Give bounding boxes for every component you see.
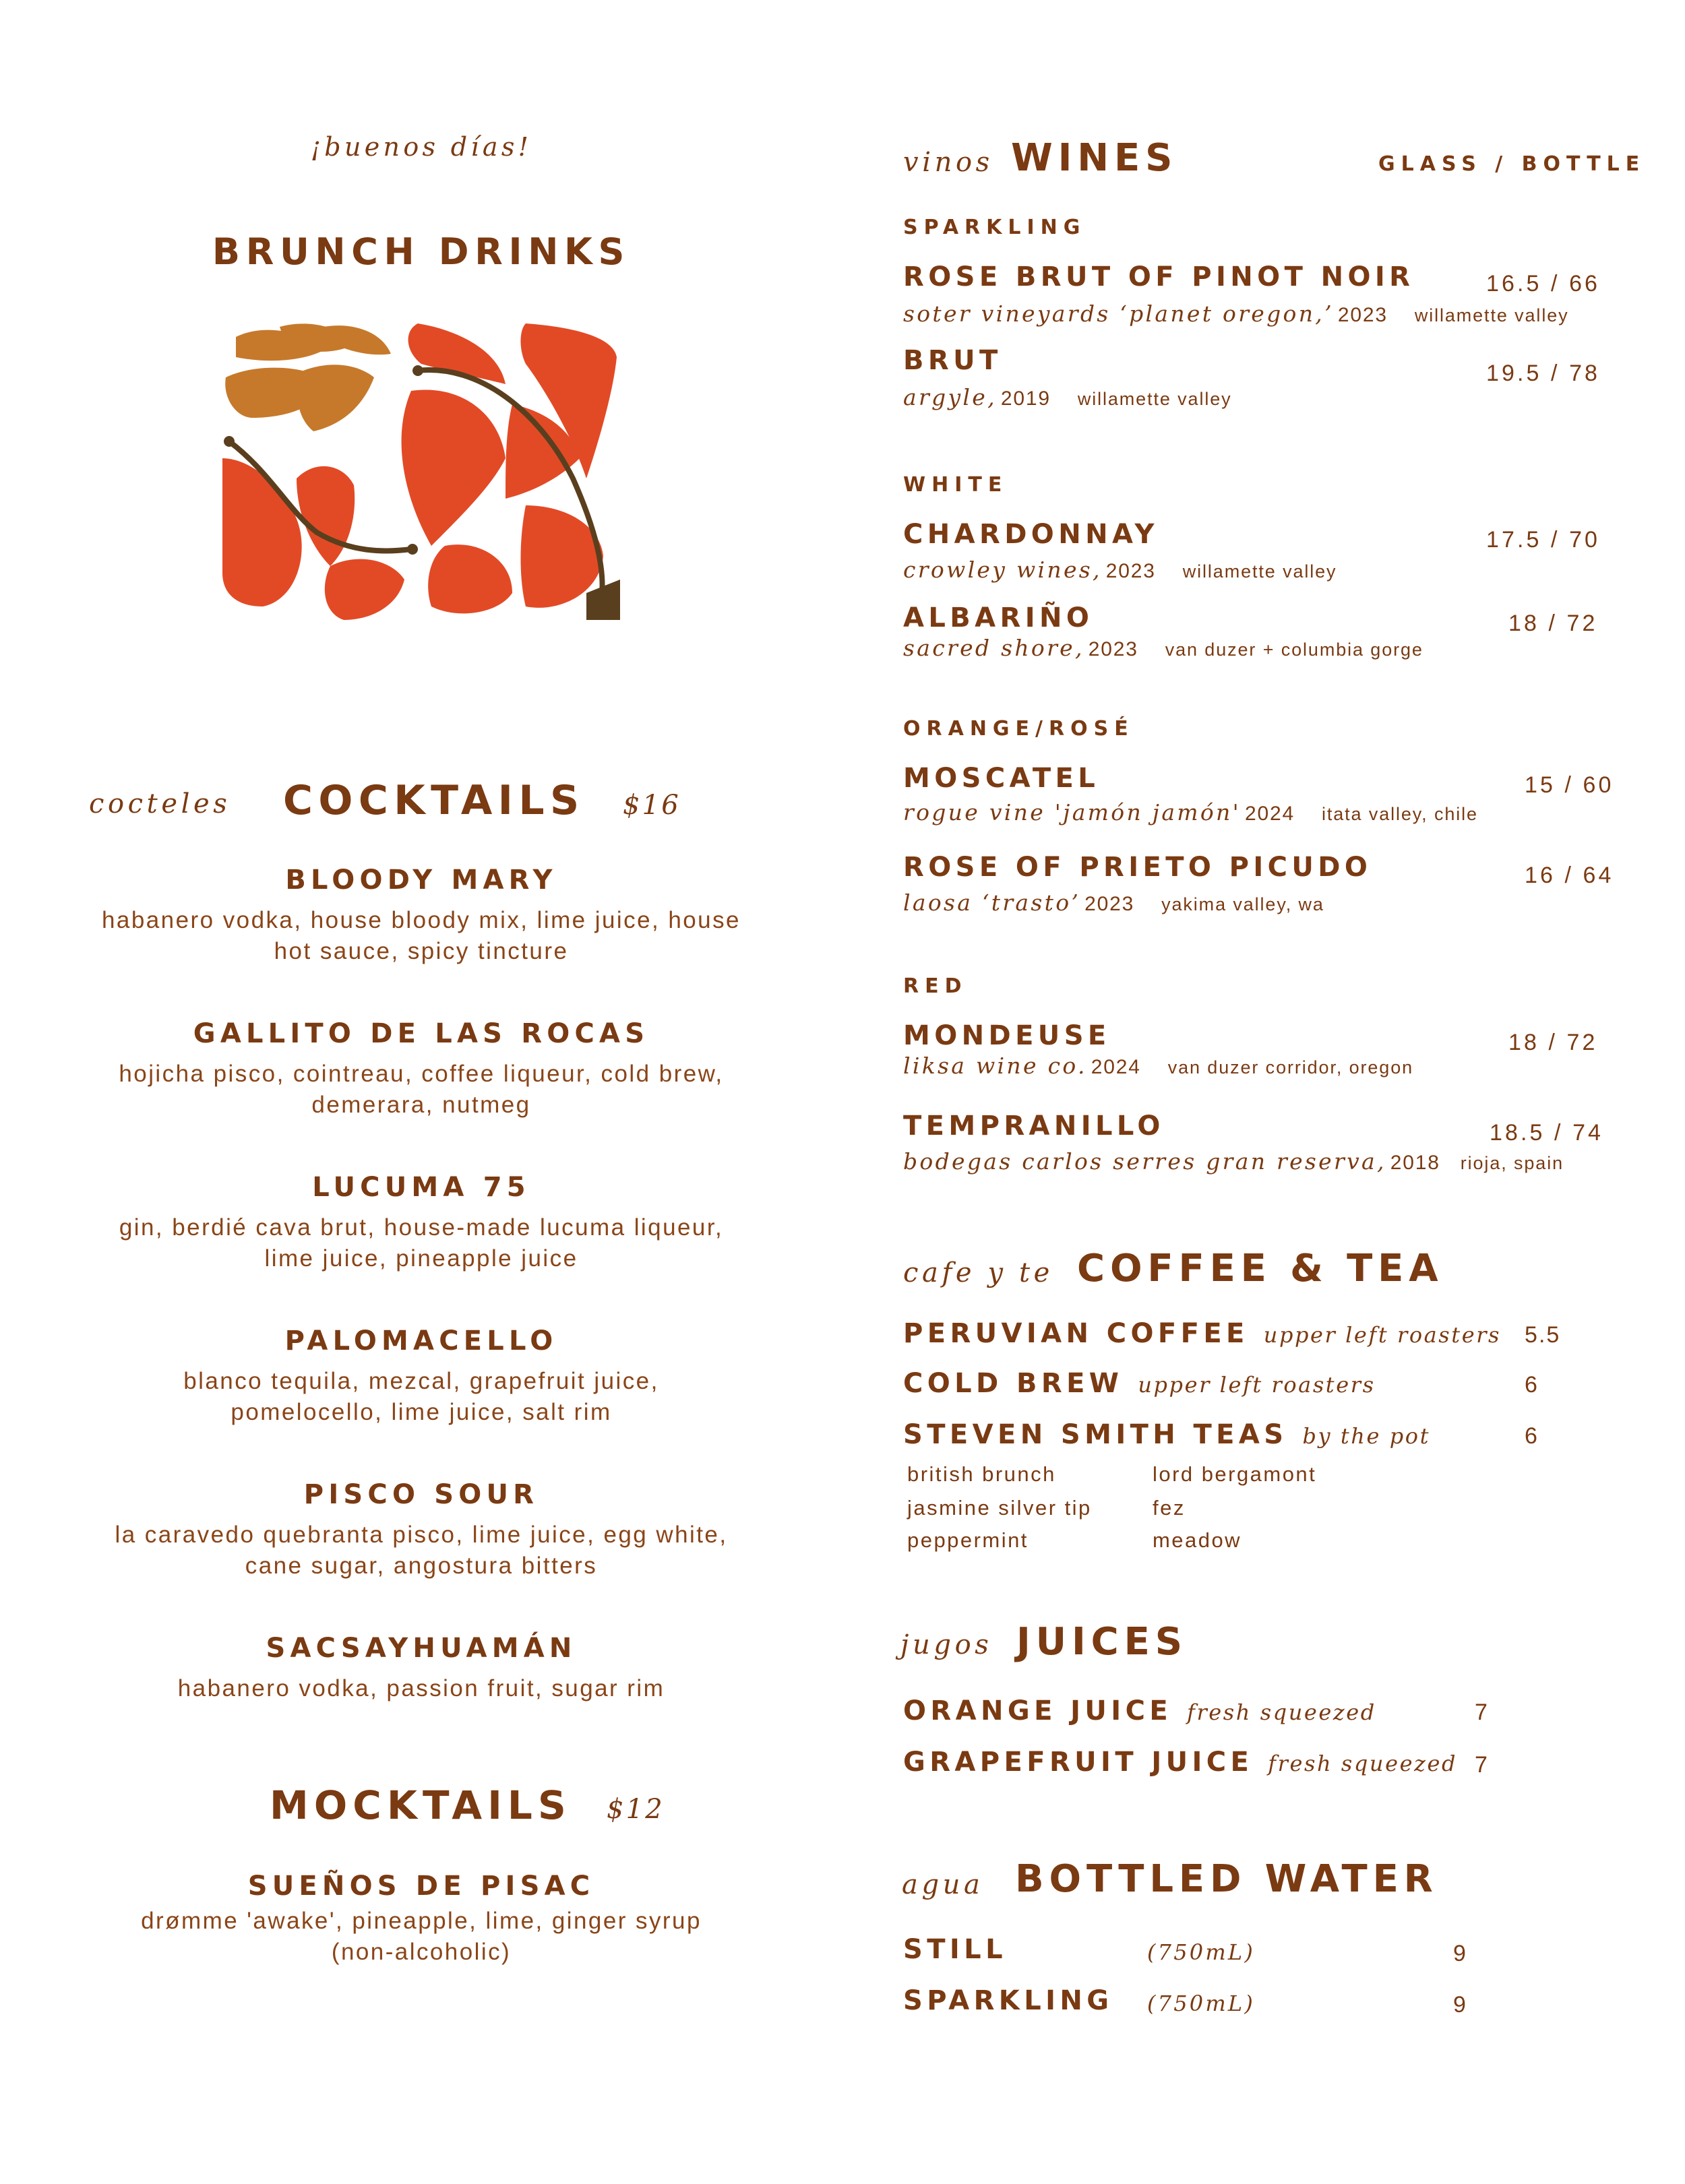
coffee-name: COLD BREW <box>903 1368 1124 1399</box>
cocktail-desc-line: blanco tequila, mezcal, grapefruit juice, <box>183 1368 659 1394</box>
wine-region: van duzer + columbia gorge <box>1165 639 1423 660</box>
wine-name: MOSCATEL <box>903 763 1100 794</box>
water-price: 9 <box>1453 1941 1467 1966</box>
mocktail-item <box>40 1871 802 1968</box>
cocktail-desc-line: hojicha pisco, cointreau, coffee liqueur, cold brew, <box>119 1061 724 1087</box>
wine-category-orange-rose: ORANGE/ROSÉ <box>903 717 1134 741</box>
wine-producer: argyle, <box>903 384 997 410</box>
coffee-price: 6 <box>1525 1423 1539 1449</box>
juice-note: fresh squeezed <box>1268 1751 1458 1776</box>
cocktail-desc-line: habanero vodka, house bloody mix, lime juice, house <box>102 907 741 933</box>
wine-region: itata valley, chile <box>1321 804 1478 824</box>
wine-name: ROSE BRUT OF PINOT NOIR <box>903 261 1415 292</box>
cocktail-desc-line: demerara, nutmeg <box>311 1092 531 1118</box>
water-price: 9 <box>1453 1992 1467 2018</box>
wine-price: 17.5 / 70 <box>1486 527 1601 553</box>
wine-category-sparkling: SPARKLING <box>903 216 1086 239</box>
wine-year: 2024 <box>1091 1056 1141 1078</box>
wine-details <box>903 890 1324 916</box>
wine-category-white: WHITE <box>903 473 1008 497</box>
wine-details <box>903 635 1423 661</box>
cocktail-item <box>40 1172 802 1274</box>
wine-producer: rogue vine 'jamón jamón' <box>903 799 1241 825</box>
juices-heading: JUICES <box>1016 1620 1188 1664</box>
juices-script-label: jugos <box>900 1629 993 1660</box>
water-size: (750mL) <box>1147 1991 1256 2016</box>
coffee-name: STEVEN SMITH TEAS <box>903 1419 1288 1450</box>
cocktails-price: $16 <box>623 790 681 821</box>
cocktail-item <box>40 1325 802 1428</box>
mocktail-desc-line: (non-alcoholic) <box>331 1939 512 1965</box>
water-item <box>903 1985 1113 2016</box>
water-name: SPARKLING <box>903 1985 1113 2016</box>
wine-producer: crowley wines, <box>903 557 1102 583</box>
coffee-note: by the pot <box>1302 1423 1430 1449</box>
wine-region: yakima valley, wa <box>1161 894 1324 914</box>
coffee-item <box>903 1368 1376 1399</box>
wine-details <box>903 557 1337 583</box>
coffee-script-label: cafe y te <box>903 1257 1053 1288</box>
coffee-name: PERUVIAN COFFEE <box>903 1318 1249 1349</box>
wine-year: 2023 <box>1337 304 1388 326</box>
wine-producer: sacred shore, <box>903 635 1084 661</box>
juice-item <box>903 1747 1457 1778</box>
wine-details <box>903 301 1569 327</box>
wine-details <box>903 1053 1413 1079</box>
coffee-price: 6 <box>1525 1372 1539 1398</box>
wine-year: 2023 <box>1105 560 1156 582</box>
flower-illustration <box>222 323 620 620</box>
tea-option: fez <box>1153 1496 1186 1520</box>
wine-name: ALBARIÑO <box>903 602 1094 633</box>
coffee-price: 5.5 <box>1525 1322 1561 1348</box>
juice-price: 7 <box>1475 1752 1489 1778</box>
juice-name: GRAPEFRUIT JUICE <box>903 1747 1254 1778</box>
water-item <box>903 1934 1007 1965</box>
cocktail-item <box>40 1479 802 1582</box>
wine-region: rioja, spain <box>1460 1153 1564 1173</box>
mocktail-desc-line: drømme 'awake', pineapple, lime, ginger syrup <box>141 1908 702 1934</box>
wine-region: van duzer corridor, oregon <box>1167 1057 1414 1078</box>
juice-name: ORANGE JUICE <box>903 1695 1173 1726</box>
cocktail-desc-line: cane sugar, angostura bitters <box>245 1553 598 1579</box>
cocktails-heading: COCKTAILS <box>283 777 585 824</box>
wine-details <box>903 799 1478 825</box>
mocktail-name: SUEÑOS DE PISAC <box>247 1871 595 1902</box>
water-heading: BOTTLED WATER <box>1015 1857 1438 1901</box>
cocktail-desc-line: pomelocello, lime juice, salt rim <box>231 1399 612 1425</box>
water-name: STILL <box>903 1934 1007 1965</box>
juice-price: 7 <box>1475 1699 1489 1725</box>
cocktail-item <box>40 865 802 967</box>
menu-title: BRUNCH DRINKS <box>212 230 631 273</box>
wines-script-label: vinos <box>903 147 993 178</box>
wine-category-red: RED <box>903 974 968 998</box>
tea-option: lord bergamont <box>1153 1462 1317 1486</box>
wine-producer: liksa wine co. <box>903 1053 1087 1079</box>
coffee-note: upper left roasters <box>1138 1372 1376 1398</box>
cocktail-item <box>40 1633 802 1704</box>
cocktail-desc-line: lime juice, pineapple juice <box>264 1245 578 1272</box>
coffee-item <box>903 1419 1430 1450</box>
cocktail-desc-line: gin, berdié cava brut, house-made lucuma liqueur, <box>119 1214 724 1241</box>
wine-price: 18 / 72 <box>1508 1030 1598 1055</box>
greeting: ¡buenos días! <box>310 132 532 162</box>
wine-price: 15 / 60 <box>1525 772 1614 798</box>
cocktail-name: GALLITO DE LAS ROCAS <box>193 1018 650 1049</box>
wine-region: willamette valley <box>1182 561 1337 582</box>
cocktail-name: PALOMACELLO <box>284 1325 558 1356</box>
wine-details <box>903 384 1232 410</box>
wine-year: 2023 <box>1084 893 1135 915</box>
juice-item <box>903 1695 1376 1726</box>
wine-producer: soter vineyards ‘planet oregon,’ <box>903 301 1334 327</box>
cocktail-name: LUCUMA 75 <box>312 1172 530 1203</box>
cocktail-desc-line: hot sauce, spicy tincture <box>274 938 569 964</box>
wine-year: 2023 <box>1088 638 1138 660</box>
cocktail-name: SACSAYHUAMÁN <box>266 1633 577 1664</box>
wine-year: 2024 <box>1244 803 1295 825</box>
wine-region: willamette valley <box>1414 305 1569 325</box>
cocktail-name: PISCO SOUR <box>303 1479 539 1510</box>
wine-producer: laosa ‘trasto’ <box>903 890 1081 916</box>
coffee-heading: COFFEE & TEA <box>1077 1247 1444 1290</box>
mocktails-heading: MOCKTAILS <box>270 1782 572 1828</box>
juice-note: fresh squeezed <box>1187 1699 1376 1725</box>
tea-option: peppermint <box>907 1528 1029 1552</box>
tea-option: british brunch <box>907 1462 1056 1486</box>
wine-year: 2019 <box>1000 387 1051 410</box>
tea-option: meadow <box>1153 1528 1242 1552</box>
wine-price: 18 / 72 <box>1508 611 1598 636</box>
cocktails-script-label: cocteles <box>89 788 231 819</box>
tea-option: jasmine silver tip <box>907 1496 1092 1520</box>
water-script-label: agua <box>902 1869 984 1900</box>
wine-name: BRUT <box>903 345 1002 376</box>
wine-price: 19.5 / 78 <box>1486 361 1601 386</box>
wine-name: CHARDONNAY <box>903 519 1159 550</box>
water-size: (750mL) <box>1147 1939 1256 1965</box>
wine-price: 18.5 / 74 <box>1490 1120 1604 1146</box>
cocktail-name: BLOODY MARY <box>285 865 557 896</box>
glass-bottle-header: GLASS / BOTTLE <box>1378 152 1646 176</box>
wine-price: 16 / 64 <box>1525 863 1614 888</box>
coffee-note: upper left roasters <box>1263 1322 1502 1348</box>
wine-details <box>903 1148 1564 1175</box>
wine-year: 2018 <box>1390 1152 1440 1174</box>
wines-heading: WINES <box>1011 136 1178 180</box>
cocktail-item <box>40 1018 802 1121</box>
cocktail-desc-line: la caravedo quebranta pisco, lime juice, egg white, <box>115 1522 728 1548</box>
wine-price: 16.5 / 66 <box>1486 271 1601 297</box>
wine-region: willamette valley <box>1077 389 1232 409</box>
cocktail-desc-line: habanero vodka, passion fruit, sugar rim <box>177 1675 665 1702</box>
wine-producer: bodegas carlos serres gran reserva, <box>903 1148 1386 1175</box>
coffee-item <box>903 1318 1501 1349</box>
wine-name: TEMPRANILLO <box>903 1111 1165 1142</box>
wine-name: MONDEUSE <box>903 1020 1111 1051</box>
wine-name: ROSE OF PRIETO PICUDO <box>903 852 1372 883</box>
mocktails-price: $12 <box>607 1794 665 1825</box>
